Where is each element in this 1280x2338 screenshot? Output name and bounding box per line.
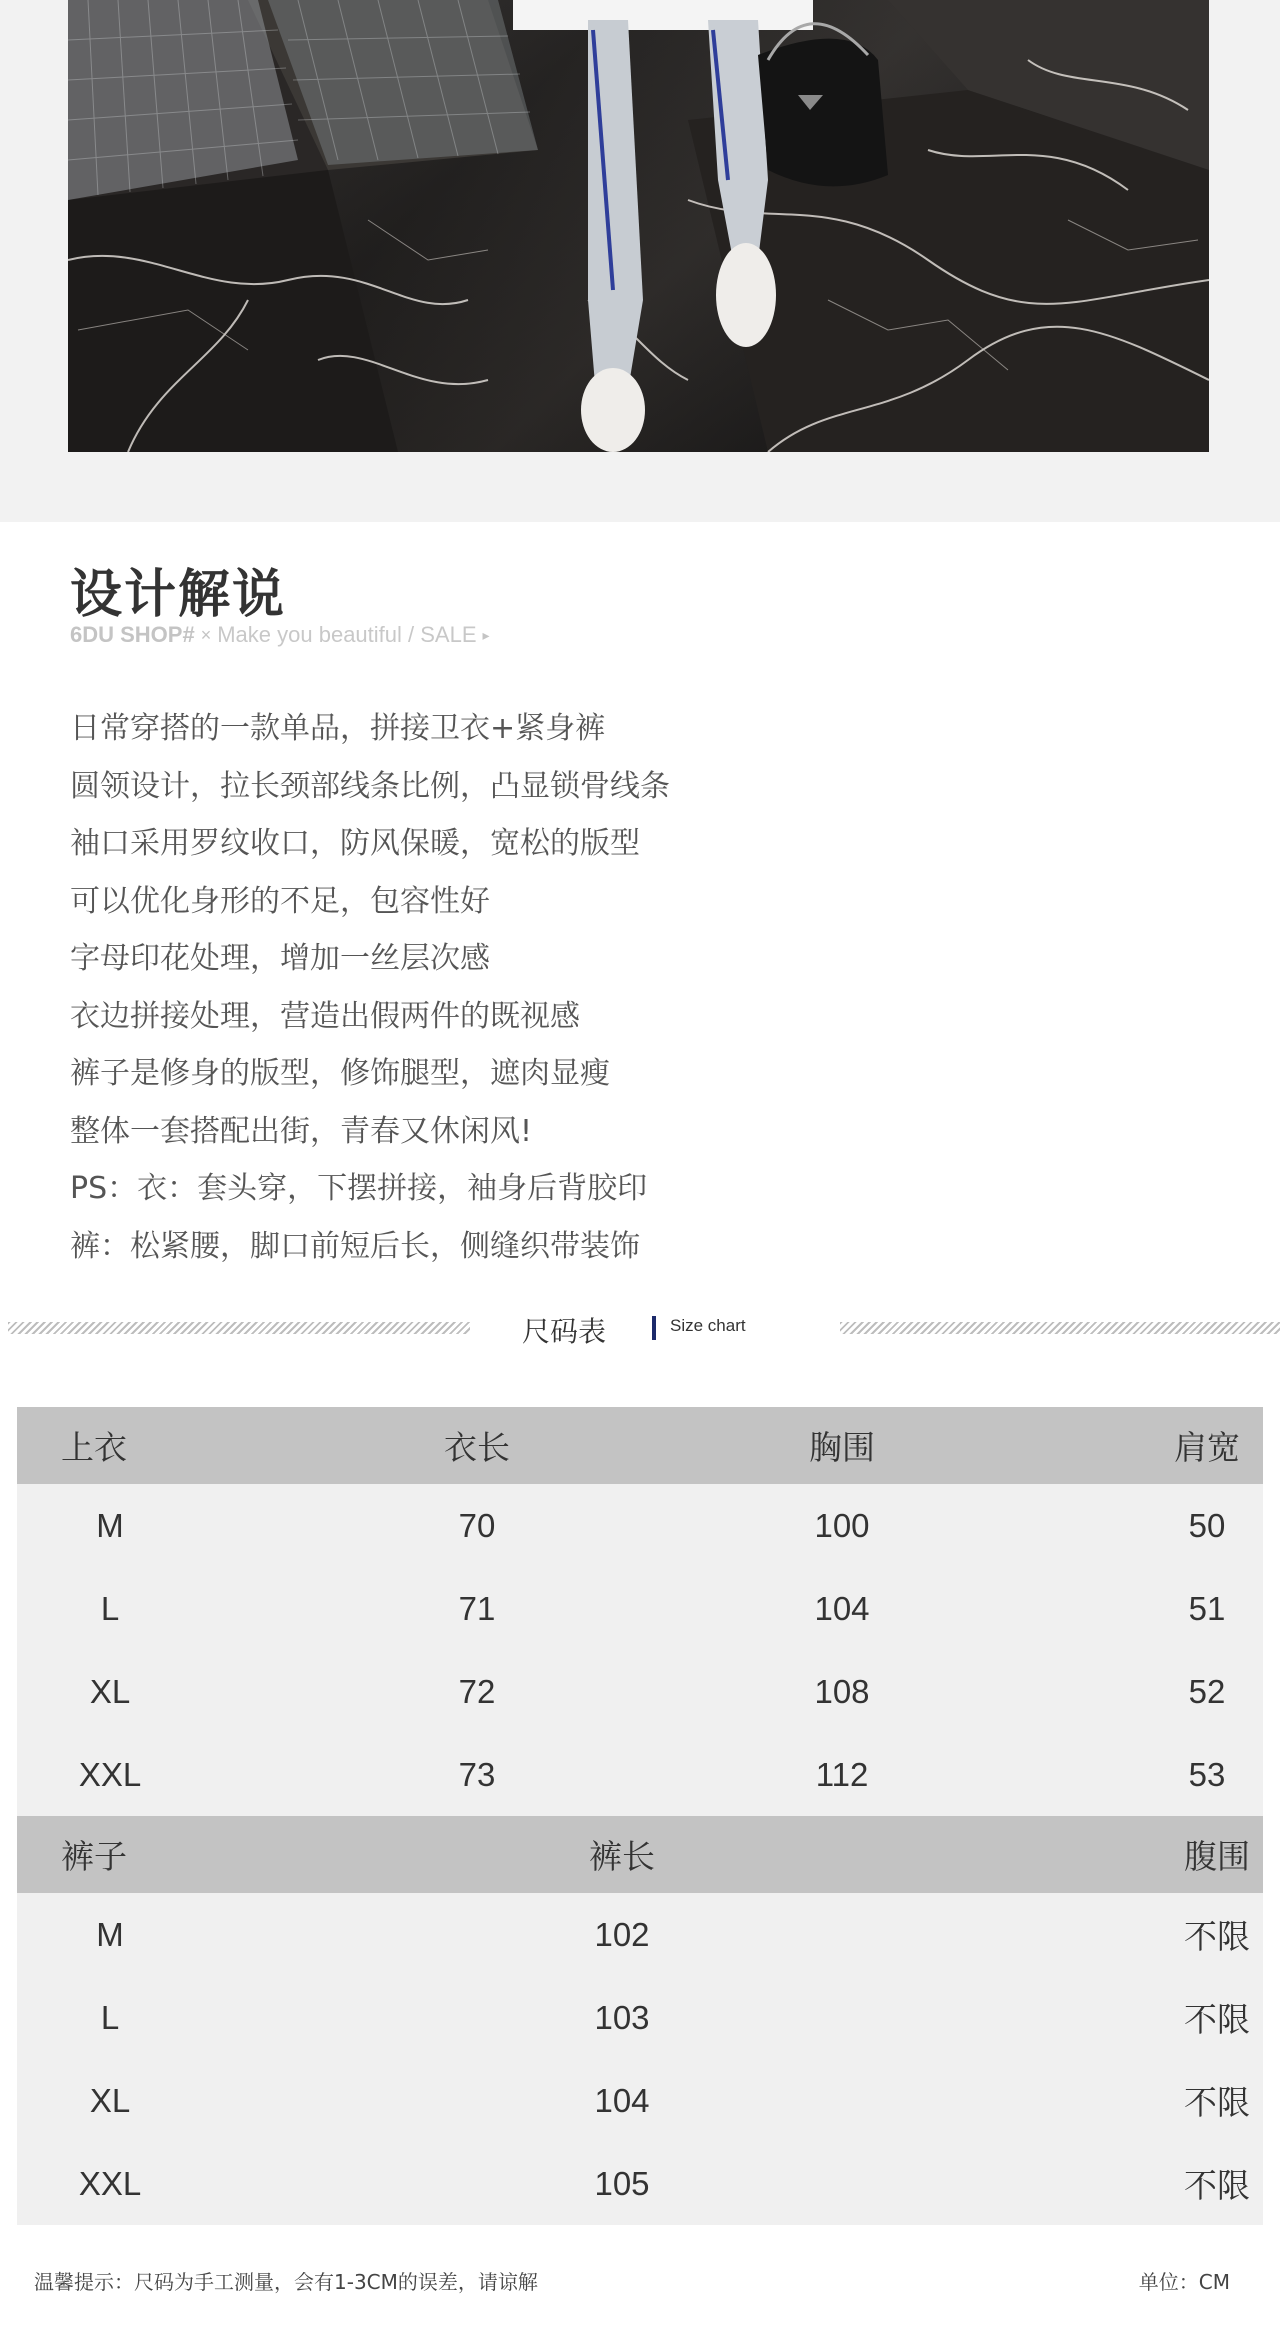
table-cell: 不限 — [1184, 2001, 1250, 2038]
table-cell: L — [100, 1998, 120, 2036]
description-line: 袖口采用罗纹收口，防风保暖，宽松的版型 — [70, 826, 640, 861]
table-cell: 53 — [1188, 1755, 1226, 1793]
size-footer — [0, 2266, 1280, 2306]
unit-label: 单位：CM — [1138, 2270, 1230, 2294]
table-row — [17, 1976, 1263, 2059]
table-cell: 100 — [814, 1506, 870, 1544]
table-row — [17, 1733, 1263, 1816]
table-row — [17, 1893, 1263, 1976]
description-line: 衣边拼接处理，营造出假两件的既视感 — [70, 998, 580, 1034]
table-cell: 104 — [814, 1589, 870, 1627]
table-cell: 70 — [458, 1506, 496, 1544]
brand-name: 6DU SHOP# — [70, 622, 195, 647]
table-cell: 112 — [815, 1755, 869, 1793]
table-cell: 不限 — [1184, 1918, 1250, 1955]
table-cell: XXL — [78, 1755, 142, 1793]
table-cell: 71 — [458, 1589, 496, 1627]
table-row — [17, 1650, 1263, 1733]
section-title: 设计解说 — [70, 565, 287, 625]
table-cell: XXL — [78, 2164, 142, 2202]
description-line: 整体一套搭配出街，青春又休闲风! — [70, 1113, 533, 1149]
table-cell: M — [96, 1506, 124, 1544]
description-line: 可以优化身形的不足，包容性好 — [70, 883, 490, 919]
table-cell: M — [96, 1915, 124, 1953]
table-row — [17, 1484, 1263, 1567]
header-cell: 衣长 — [444, 1429, 510, 1466]
table-cell: 不限 — [1184, 2084, 1250, 2121]
play-arrow-icon: ▸ — [482, 626, 490, 643]
table-row — [17, 2142, 1263, 2225]
table-cell: L — [100, 1589, 120, 1627]
decorative-stripe — [840, 1322, 1280, 1334]
description-line: 日常穿搭的一款单品，拼接卫衣+紧身裤 — [70, 711, 606, 746]
description-block — [70, 700, 1170, 1275]
table-cell: 104 — [594, 2081, 650, 2119]
description-line: 字母印花处理，增加一丝层次感 — [70, 941, 490, 976]
table-cell: 50 — [1188, 1506, 1226, 1544]
table-header-row — [17, 1407, 1263, 1484]
size-table — [17, 1407, 1263, 2225]
description-line: 裤：松紧腰，脚口前短后长，侧缝织带装饰 — [70, 1228, 640, 1264]
pants-size-table — [17, 1816, 1263, 2225]
times-glyph: × — [200, 624, 212, 645]
description-line: 裤子是修身的版型，修饰腿型，遮肉显瘦 — [70, 1056, 610, 1091]
header-cell: 肩宽 — [1174, 1429, 1240, 1466]
table-cell: 102 — [594, 1915, 650, 1953]
header-cell: 腹围 — [1184, 1838, 1250, 1875]
header-cell: 裤长 — [589, 1838, 655, 1875]
table-cell: 108 — [814, 1672, 870, 1710]
photo-section — [0, 0, 1280, 522]
table-row — [17, 2059, 1263, 2142]
table-cell: 51 — [1188, 1589, 1226, 1627]
tagline: Make you beautiful / SALE — [217, 622, 477, 647]
size-chart-title: 尺码表 — [522, 1315, 607, 1348]
header-cell: 上衣 — [61, 1429, 127, 1466]
size-chart-title-en: Size chart — [670, 1316, 746, 1335]
table-cell: 72 — [458, 1672, 496, 1710]
table-row — [17, 1567, 1263, 1650]
table-header-row — [17, 1816, 1263, 1893]
decorative-stripe — [8, 1322, 470, 1334]
description-line: 圆领设计，拉长颈部线条比例，凸显锁骨线条 — [70, 768, 670, 804]
header-cell: 胸围 — [809, 1429, 875, 1466]
table-cell: 不限 — [1184, 2167, 1250, 2204]
accent-bar — [652, 1316, 656, 1340]
table-cell: XL — [89, 2081, 131, 2119]
table-cell: 73 — [458, 1755, 496, 1793]
table-cell: 105 — [594, 2164, 650, 2202]
table-cell: 52 — [1188, 1672, 1226, 1710]
description-line: PS：衣：套头穿，下摆拼接，袖身后背胶印 — [70, 1171, 648, 1206]
product-photo — [68, 0, 1209, 452]
marble-floor-image — [68, 0, 1209, 452]
table-cell: XL — [89, 1672, 131, 1710]
size-chart-header — [0, 1308, 1280, 1348]
table-cell: 103 — [594, 1998, 650, 2036]
header-cell: 裤子 — [61, 1838, 127, 1875]
top-size-table — [17, 1407, 1263, 1816]
section-subtitle — [70, 622, 490, 648]
measurement-tip: 温馨提示：尺码为手工测量，会有1-3CM的误差，请谅解 — [34, 2270, 538, 2294]
